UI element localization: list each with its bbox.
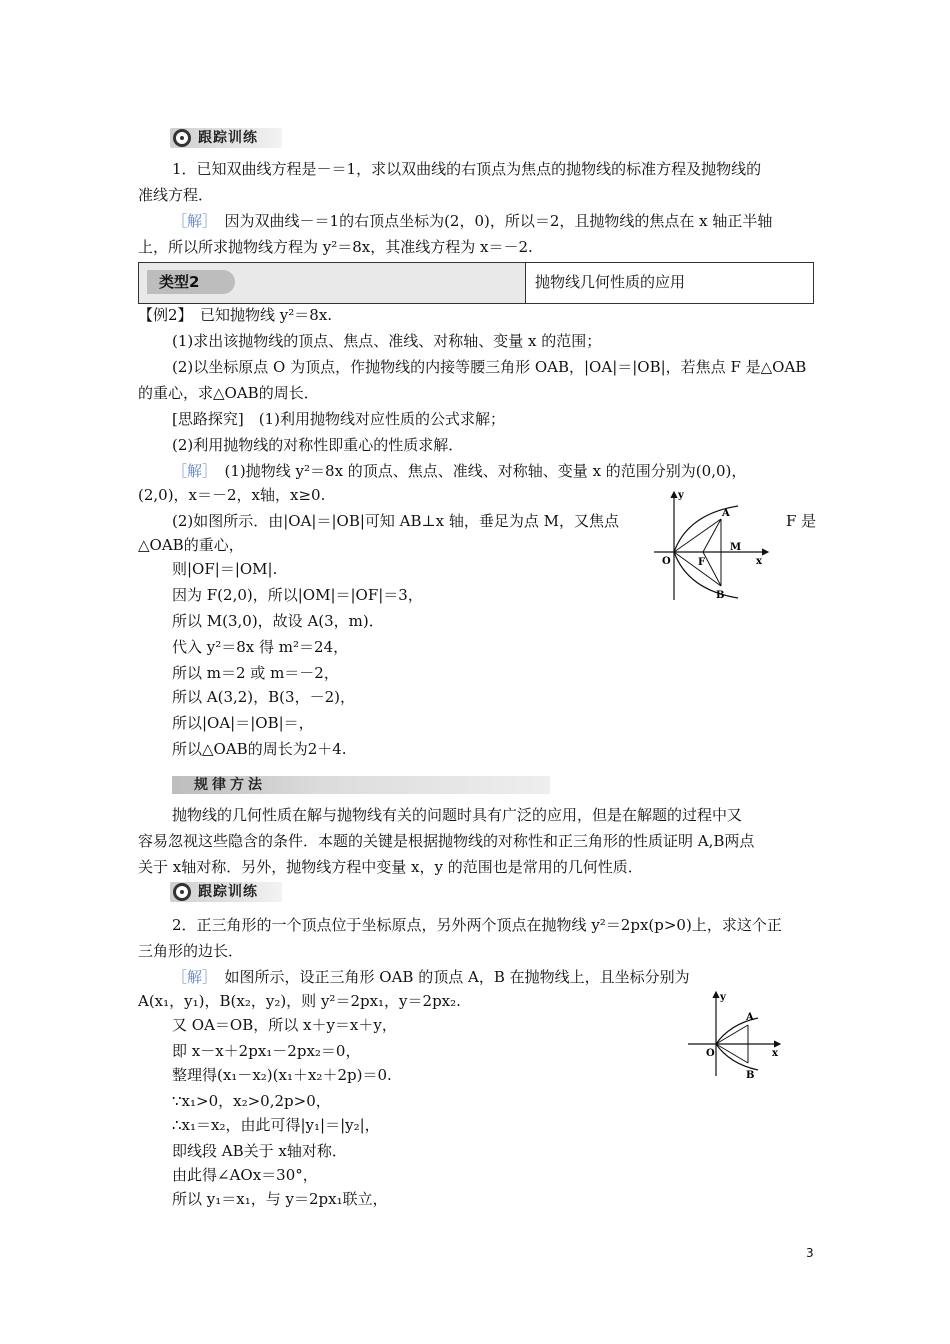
type-label: 类型2 [159, 273, 200, 291]
segment-AF [703, 519, 721, 552]
label-B: B [746, 1070, 755, 1080]
solution-text: (1)抛物线 y²＝8x 的顶点、焦点、准线、对称轴、变量 x 的范围分别为(0,0)， [224, 462, 747, 480]
solution-text: 如图所示，设正三角形 OAB 的顶点 A，B 在抛物线上，且坐标分别为 [224, 968, 690, 986]
example-2-line-2: (1)求出该抛物线的顶点、焦点、准线、对称轴、变量 x 的范围； [172, 332, 602, 350]
problem-2-solution-line-6: ∵x₁>0，x₂>0,2p>0， [172, 1092, 331, 1110]
example-2-solution-line-6: 因为 F(2,0)，所以|OM|＝|OF|＝3， [172, 586, 423, 604]
problem-1-solution-line-1 [172, 210, 772, 232]
problem-1-line-2: 准线方程． [138, 186, 214, 204]
example-2-solution-line-3: (2)如图所示．由|OA|＝|OB|可知 AB⊥x 轴，垂足为点 M，又焦点 [172, 512, 619, 530]
label-y: y [678, 490, 684, 501]
type-2-header [138, 262, 814, 304]
rule-line-3: 关于 x轴对称．另外，抛物线方程中变量 x，y 的范围也是常用的几何性质． [138, 858, 643, 876]
label-x: x [772, 1048, 778, 1059]
problem-2-solution-line-8: 即线段 AB关于 x轴对称． [172, 1142, 347, 1160]
example-2-line-4: 的重心，求△OAB的周长． [138, 384, 319, 402]
example-2-solution-line-3-tail: F 是 [786, 512, 817, 530]
solution-tag: ［解］ [172, 462, 210, 480]
problem-1-line-1: 1．已知双曲线方程是－＝1，求以双曲线的右顶点为焦点的抛物线的标准方程及抛物线的 [172, 160, 762, 178]
label-y: y [720, 992, 726, 1003]
example-2-solution-line-11: 所以|OA|＝|OB|＝， [172, 714, 314, 732]
track-training-badge-2 [170, 882, 282, 902]
label-A: A [746, 1012, 754, 1023]
problem-2-solution-line-2: A(x₁，y₁)，B(x₂，y₂)，则 y²＝2px₁，y＝2px₂. [138, 992, 461, 1010]
problem-2-solution-line-1 [172, 966, 690, 988]
problem-2-line-2: 三角形的边长． [138, 942, 244, 960]
rule-method-title: 规律方法 [194, 777, 266, 793]
label-B: B [716, 590, 725, 601]
label-O: O [706, 1048, 715, 1059]
rule-line-1: 抛物线的几何性质在解与抛物线有关的问题时具有广泛的应用，但是在解题的过程中又 [172, 806, 743, 824]
solution-tag: ［解］ [172, 968, 210, 986]
rule-line-2: 容易忽视这些隐含的条件．本题的关键是根据抛物线的对称性和正三角形的性质证明 A,B两点 [138, 832, 755, 850]
problem-2-solution-line-9: 由此得∠AOx＝30°， [172, 1166, 318, 1184]
example-2-line-6: (2)利用抛物线的对称性即重心的性质求解． [172, 436, 464, 454]
problem-2-solution-line-10: 所以 y₁＝x₁，与 y＝2px₁联立， [172, 1190, 388, 1208]
example-2-solution-line-9: 所以 m＝2 或 m＝－2， [172, 664, 339, 682]
solution-tag: ［解］ [172, 212, 210, 230]
parabola-figure-2 [686, 988, 786, 1080]
example-2-line-3: (2)以坐标原点 O 为顶点，作抛物线的内接等腰三角形 OAB，|OA|＝|OB|，若焦点 F 是△OAB [172, 358, 807, 376]
example-2-solution-line-5: 则|OF|＝|OM|. [172, 560, 278, 578]
label-M: M [730, 542, 742, 553]
example-2-solution-line-8: 代入 y²＝8x 得 m²＝24， [172, 638, 349, 656]
label-A: A [722, 508, 730, 519]
example-2-solution-line-2: (2,0)，x＝－2，x轴，x≥0. [138, 486, 326, 504]
label-F: F [698, 557, 706, 568]
example-2-solution-line-7: 所以 M(3,0)，故设 A(3，m)． [172, 612, 384, 630]
problem-2-solution-line-5: 整理得(x₁－x₂)(x₁＋x₂＋2p)＝0. [172, 1066, 392, 1084]
type-label-pill [147, 270, 235, 294]
rule-method-header [172, 776, 550, 794]
page-number: 3 [806, 1246, 814, 1260]
parabola-figure-1 [648, 486, 778, 606]
problem-1-solution-line-2: 上，所以所求抛物线方程为 y²＝8x，其准线方程为 x＝－2. [138, 238, 533, 256]
example-2-line-5: [思路探究] (1)利用抛物线对应性质的公式求解； [172, 410, 505, 428]
example-2-solution-line-4: △OAB的重心， [138, 536, 244, 554]
badge-text: 跟踪训练 [198, 130, 258, 146]
example-2-solution-line-10: 所以 A(3,2)，B(3，－2)， [172, 688, 355, 706]
label-x: x [756, 556, 762, 567]
badge-text: 跟踪训练 [198, 884, 258, 900]
target-icon [173, 129, 191, 147]
problem-2-solution-line-3: 又 OA＝OB，所以 x＋y＝x＋y， [172, 1016, 397, 1034]
segment-BF [703, 552, 721, 586]
track-training-badge-1 [170, 128, 282, 148]
segment-OA [674, 519, 721, 552]
problem-2-solution-line-7: ∴x₁＝x₂，由此可得|y₁|＝|y₂|， [172, 1116, 380, 1134]
example-2-solution-line-12: 所以△OAB的周长为2＋4. [172, 740, 347, 758]
target-icon [173, 883, 191, 901]
example-2-line-1: 【例2】 已知抛物线 y²＝8x. [138, 306, 333, 324]
type-title: 抛物线几何性质的应用 [535, 273, 686, 291]
problem-2-solution-line-4: 即 x－x＋2px₁－2px₂＝0， [172, 1042, 361, 1060]
example-2-solution-line-1 [172, 460, 746, 482]
label-O: O [662, 556, 671, 567]
solution-text: 因为双曲线－＝1的右顶点坐标为(2，0)，所以＝2，且抛物线的焦点在 x 轴正半轴 [224, 212, 773, 230]
problem-2-line-1: 2．正三角形的一个顶点位于坐标原点，另外两个顶点在抛物线 y²＝2px(p>0)上，求这个正 [172, 916, 782, 934]
